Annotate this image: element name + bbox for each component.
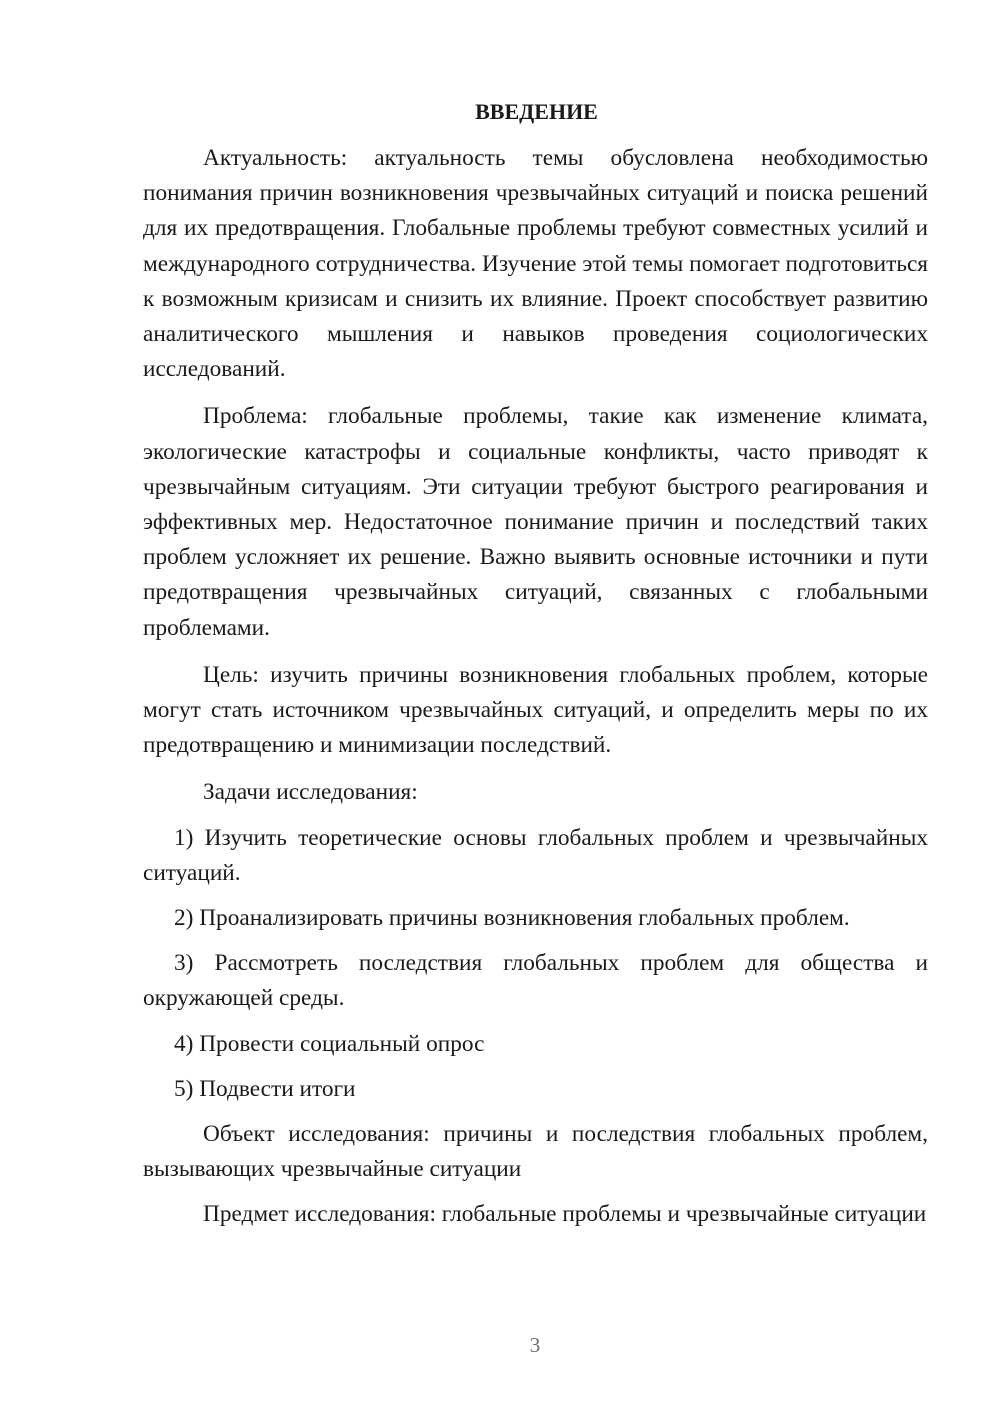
section-title: ВВЕДЕНИЕ [475, 99, 598, 124]
task-item-2: 2) Проанализировать причины возникновения глобальных проблем. [174, 905, 850, 932]
paragraph-relevance: Актуальность: актуальность темы обусловлена необходимостью понимания причин возникновения чрезвычайных ситуаций и поиска решений для их предотвращения. Глобальные проблемы требуют совместных усилий и международного сотрудничества. Изучение этой темы помогает подготовиться к возможным кризисам и снизить их влияние. Проект способствует развитию аналитического мышления и навыков проведения социологических исследований. [143, 145, 928, 383]
task-item-4: 4) Провести социальный опрос [174, 1030, 485, 1057]
paragraph-object: Объект исследования: причины и последствия глобальных проблем, вызывающих чрезвычайные ситуации [143, 1121, 928, 1183]
paragraph-goal: Цель: изучить причины возникновения глобальных проблем, которые могут стать источником чрезвычайных ситуаций, и определить меры по их предотвращению и минимизации последствий. [143, 661, 928, 759]
page-number: 3 [529, 1333, 541, 1357]
task-item-5: 5) Подвести итоги [174, 1075, 356, 1102]
paragraph-subject: Предмет исследования: глобальные проблемы и чрезвычайные ситуации [203, 1201, 927, 1228]
paragraph-problem: Проблема: глобальные проблемы, такие как изменение климата, экологические катастрофы и социальные конфликты, часто приводят к чрезвычайным ситуациям. Эти ситуации требуют быстрого реагирования и эффективных мер. Недостаточное понимание причин и последствий таких проблем усложняет их решение. Важно выявить основные источники и пути предотвращения чрезвычайных ситуаций, связанных с глобальными проблемами. [143, 403, 928, 641]
page-content [143, 94, 928, 1233]
task-item-1: 1) Изучить теоретические основы глобальных проблем и чрезвычайных ситуаций. [143, 824, 928, 886]
task-item-3: 3) Рассмотреть последствия глобальных проблем для общества и окружающей среды. [143, 950, 928, 1012]
tasks-heading: Задачи исследования: [203, 779, 418, 806]
